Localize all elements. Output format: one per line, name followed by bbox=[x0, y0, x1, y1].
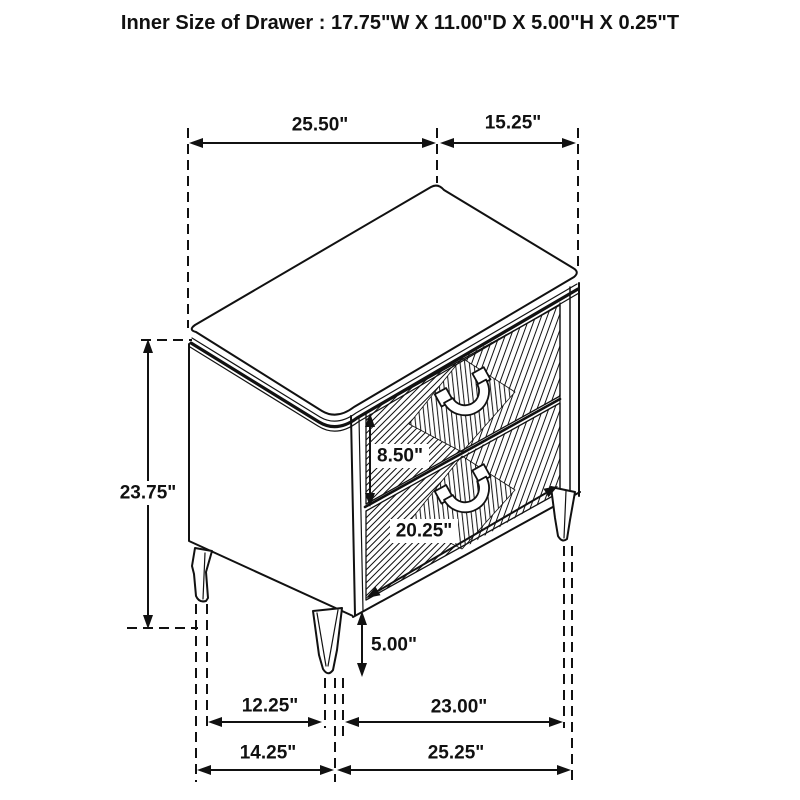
label-legs-side-inner bbox=[236, 694, 304, 718]
label-drawer-front-width bbox=[390, 519, 458, 543]
label-top-width bbox=[288, 113, 352, 137]
svg-text:25.50": 25.50" bbox=[291, 114, 349, 136]
svg-text:25.25": 25.25" bbox=[427, 742, 485, 764]
label-overall-height bbox=[114, 481, 182, 505]
svg-text:23.75": 23.75" bbox=[119, 482, 177, 504]
label-legs-front-outer bbox=[422, 741, 490, 765]
svg-text:15.25": 15.25" bbox=[484, 112, 542, 134]
label-legs-front-inner bbox=[425, 695, 493, 719]
label-top-depth bbox=[481, 111, 545, 135]
label-legs-side-outer bbox=[234, 741, 302, 765]
svg-text:14.25": 14.25" bbox=[239, 742, 297, 764]
svg-text:23.00": 23.00" bbox=[430, 696, 488, 718]
diagram-title: Inner Size of Drawer : 17.75"W X 11.00"D X 5.00"H X 0.25"T bbox=[120, 12, 680, 34]
svg-text:20.25": 20.25" bbox=[395, 520, 453, 542]
svg-text:8.50": 8.50" bbox=[377, 445, 423, 467]
svg-text:5.00": 5.00" bbox=[371, 634, 417, 656]
label-leg-height bbox=[366, 633, 422, 657]
label-drawer-height bbox=[371, 444, 429, 468]
svg-text:12.25": 12.25" bbox=[241, 695, 299, 717]
